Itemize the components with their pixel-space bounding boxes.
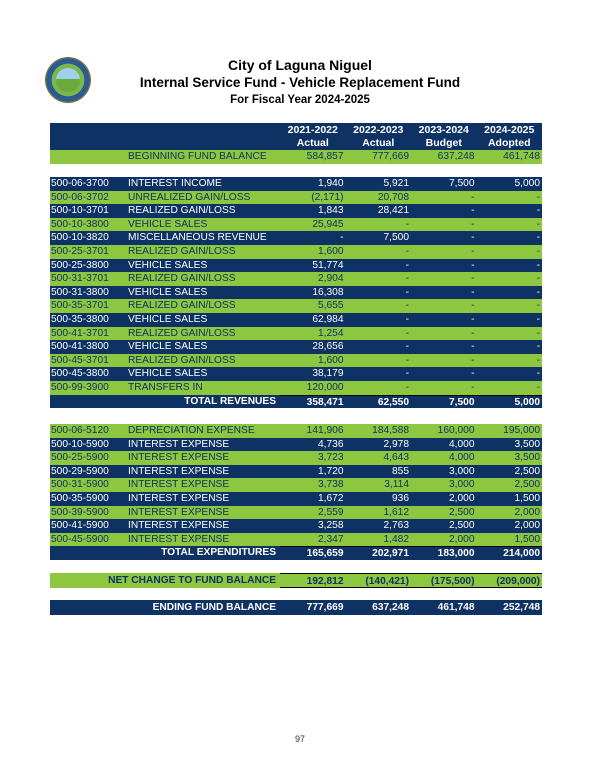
amount-cell: -: [536, 354, 540, 366]
total-revenues-row: [50, 395, 542, 409]
account-code: 500-25-3701: [51, 245, 109, 257]
amount-cell: -: [536, 381, 540, 393]
amount-cell: -: [471, 381, 475, 393]
amount-cell: 2,500: [449, 506, 475, 518]
amount-cell: 2,000: [449, 533, 475, 545]
table-row: [50, 191, 542, 205]
amount-cell: -: [471, 327, 475, 339]
amount-cell: -: [405, 327, 409, 339]
amount-cell: 2,500: [514, 465, 540, 477]
amount-cell: 3,500: [514, 452, 540, 464]
amount-cell: -: [536, 232, 540, 244]
table-row: [50, 381, 542, 395]
account-code: 500-35-5900: [51, 492, 109, 504]
table-row: [50, 367, 542, 381]
amount-cell: 2,000: [514, 520, 540, 532]
account-description: REALIZED GAIN/LOSS: [128, 300, 236, 312]
amount-cell: 1,254: [318, 327, 344, 339]
col-header: 2021-2022 Actual: [287, 123, 338, 149]
amount-cell: 3,000: [449, 479, 475, 491]
account-description: INTEREST EXPENSE: [128, 520, 230, 532]
table-row: [50, 506, 542, 520]
amount-cell: 1,672: [318, 492, 344, 504]
amount-cell: -: [536, 205, 540, 217]
account-code: 500-31-3800: [51, 286, 109, 298]
table-row: [50, 259, 542, 273]
table-row: [50, 204, 542, 218]
account-description: REALIZED GAIN/LOSS: [128, 273, 236, 285]
amount-cell: -: [471, 232, 475, 244]
fiscal-year: For Fiscal Year 2024-2025: [230, 94, 370, 106]
account-description: REALIZED GAIN/LOSS: [128, 327, 236, 339]
amount-cell: 2,904: [318, 273, 344, 285]
total-expenditures-row: [50, 546, 542, 560]
amount-cell: 4,736: [318, 438, 344, 450]
amount-cell: 120,000: [306, 381, 344, 393]
page-title: City of Laguna Niguel: [228, 57, 372, 73]
net-change-row: NET CHANGE TO FUND BALANCE 192,812 (140,421) (175,500) (209,000): [50, 573, 542, 588]
amount-cell: -: [340, 232, 344, 244]
amount-cell: -: [536, 286, 540, 298]
account-description: INTEREST EXPENSE: [128, 465, 230, 477]
amount-cell: -: [471, 205, 475, 217]
amount-cell: 2,500: [514, 479, 540, 491]
amount-cell: -: [536, 341, 540, 353]
amount-cell: -: [471, 273, 475, 285]
table-row: [50, 438, 542, 452]
table-row: [50, 327, 542, 341]
account-description: VEHICLE SALES: [128, 218, 208, 230]
amount-cell: -: [536, 245, 540, 257]
amount-cell: 2,763: [383, 520, 409, 532]
amount-cell: 5,921: [383, 178, 409, 189]
amount-cell: 3,258: [318, 520, 344, 532]
table-row: [50, 218, 542, 232]
account-description: INTEREST EXPENSE: [128, 533, 230, 545]
amount-cell: 1,843: [318, 205, 344, 217]
account-description: REALIZED GAIN/LOSS: [128, 245, 236, 257]
amount-cell: -: [536, 300, 540, 312]
account-code: 500-99-3900: [51, 381, 109, 393]
total-amount: 214,000: [477, 546, 543, 560]
table-row: [50, 299, 542, 313]
amount-cell: 3,723: [318, 452, 344, 464]
amount-cell: 3,738: [318, 479, 344, 491]
amount-cell: 7,500: [383, 232, 409, 244]
amount-cell: -: [471, 368, 475, 380]
account-description: INTEREST INCOME: [128, 178, 222, 189]
table-row: [50, 492, 542, 506]
amount-cell: 3,000: [449, 465, 475, 477]
table-row: [50, 286, 542, 300]
amount-cell: 38,179: [312, 368, 344, 380]
account-code: 500-41-3701: [51, 327, 109, 339]
account-code: 500-35-3701: [51, 300, 109, 312]
amount-cell: 1,612: [383, 506, 409, 518]
fund-title: Internal Service Fund - Vehicle Replacement Fund: [139, 75, 461, 90]
amount-cell: -: [405, 273, 409, 285]
total-label: TOTAL REVENUES: [184, 395, 276, 407]
amount-cell: -: [471, 218, 475, 230]
amount-cell: -: [471, 300, 475, 312]
account-description: VEHICLE SALES: [128, 341, 208, 353]
account-code: 500-10-3800: [51, 218, 109, 230]
account-description: VEHICLE SALES: [128, 286, 208, 298]
account-description: TRANSFERS IN: [128, 381, 203, 393]
account-description: VEHICLE SALES: [128, 259, 208, 271]
amount-cell: 2,000: [449, 492, 475, 504]
amount-cell: -: [536, 368, 540, 380]
ending-section: [50, 600, 542, 615]
table-row: [50, 231, 542, 245]
amount-cell: 184,588: [372, 425, 409, 436]
account-code: 500-10-5900: [51, 438, 109, 450]
account-code: 500-25-5900: [51, 452, 109, 464]
table-row: [50, 424, 542, 438]
amount-cell: 141,906: [306, 425, 344, 436]
amount-cell: 7,500: [449, 178, 475, 189]
amount-cell: 936: [392, 492, 409, 504]
account-code: 500-31-5900: [51, 479, 109, 491]
amount-cell: 1,720: [318, 465, 344, 477]
amount-cell: 4,643: [383, 452, 409, 464]
table-row: [50, 245, 542, 259]
amount-cell: 2,347: [318, 533, 344, 545]
account-code: 500-25-3800: [51, 259, 109, 271]
account-code: 500-10-3820: [51, 232, 109, 244]
amount-cell: -: [471, 354, 475, 366]
amount-cell: 28,421: [377, 205, 409, 217]
page-number: 97: [294, 734, 305, 744]
account-description: REALIZED GAIN/LOSS: [128, 354, 236, 366]
amount-cell: 3,114: [384, 479, 409, 491]
amount-cell: -: [471, 259, 475, 271]
beginning-balance-row: BEGINNING FUND BALANCE 584,857 777,669 637,248 461,748: [50, 150, 542, 164]
account-code: 500-41-3800: [51, 341, 109, 353]
amount-cell: 20,708: [377, 191, 409, 203]
amount-cell: -: [405, 354, 409, 366]
account-code: 500-06-3702: [51, 191, 109, 203]
amount-cell: 160,000: [437, 425, 475, 436]
amount-cell: -: [471, 313, 475, 325]
account-description: INTEREST EXPENSE: [128, 492, 230, 504]
amount-cell: 2,978: [383, 438, 409, 450]
amount-cell: -: [536, 273, 540, 285]
amount-cell: -: [405, 259, 409, 271]
amount-cell: -: [471, 286, 475, 298]
amount-cell: 1,500: [514, 492, 540, 504]
account-code: 500-35-3800: [51, 313, 109, 325]
account-code: 500-31-3701: [51, 273, 109, 285]
amount-cell: -: [405, 218, 409, 230]
amount-cell: (2,171): [311, 191, 344, 203]
table-row: [50, 272, 542, 286]
amount-cell: 1,600: [318, 354, 344, 366]
amount-cell: 2,559: [318, 506, 344, 518]
amount-cell: -: [405, 368, 409, 380]
amount-cell: 2,500: [449, 520, 475, 532]
amount-cell: 1,940: [318, 178, 344, 189]
account-description: VEHICLE SALES: [128, 313, 208, 325]
total-label: TOTAL EXPENDITURES: [161, 547, 276, 559]
table-row: [50, 478, 542, 492]
table-row: [50, 533, 542, 547]
table-row: [50, 313, 542, 327]
amount-cell: 4,000: [449, 438, 475, 450]
amount-cell: 2,000: [514, 506, 540, 518]
amount-cell: 28,656: [312, 341, 344, 353]
amount-cell: -: [405, 341, 409, 353]
amount-cell: -: [536, 259, 540, 271]
account-code: 500-41-5900: [51, 520, 109, 532]
amount-cell: 195,000: [503, 425, 540, 436]
account-code: 500-06-3700: [51, 178, 109, 189]
table-header: [50, 123, 542, 164]
account-code: 500-10-3701: [51, 205, 109, 217]
account-description: REALIZED GAIN/LOSS: [128, 205, 236, 217]
amount-cell: -: [471, 245, 475, 257]
account-description: DEPRECIATION EXPENSE: [128, 425, 255, 436]
account-description: MISCELLANEOUS REVENUE: [128, 232, 267, 244]
account-description: UNREALIZED GAIN/LOSS: [128, 191, 251, 203]
table-row: [50, 451, 542, 465]
amount-cell: 25,945: [312, 218, 344, 230]
amount-cell: -: [471, 191, 475, 203]
amount-cell: 1,500: [514, 533, 540, 545]
col-header: 2022-2023 Actual: [353, 123, 404, 149]
page-header: [0, 56, 600, 108]
total-amount: 165,659: [280, 546, 346, 560]
account-code: 500-45-3800: [51, 368, 109, 380]
table-row: [50, 519, 542, 533]
net-change-section: [50, 573, 542, 588]
amount-cell: 51,774: [312, 259, 344, 271]
column-headers: [50, 123, 542, 150]
account-description: INTEREST EXPENSE: [128, 438, 230, 450]
amount-cell: -: [405, 245, 409, 257]
amount-cell: -: [405, 313, 409, 325]
account-code: 500-39-5900: [51, 506, 109, 518]
amount-cell: 3,500: [514, 438, 540, 450]
amount-cell: -: [405, 381, 409, 393]
amount-cell: -: [536, 313, 540, 325]
total-amount: 62,550: [346, 395, 412, 409]
ending-balance-row: ENDING FUND BALANCE 777,669 637,248 461,748 252,748: [50, 600, 542, 615]
amount-cell: 62,984: [312, 313, 344, 325]
total-amount: 202,971: [346, 546, 412, 560]
amount-cell: 5,000: [514, 178, 540, 189]
amount-cell: 1,600: [318, 245, 344, 257]
total-amount: 5,000: [477, 395, 543, 409]
amount-cell: -: [536, 218, 540, 230]
amount-cell: -: [471, 341, 475, 353]
col-header: 2024-2025 Adopted: [484, 123, 535, 149]
amount-cell: 5,655: [318, 300, 344, 312]
amount-cell: 855: [392, 465, 409, 477]
amount-cell: 4,000: [449, 452, 475, 464]
total-amount: 358,471: [280, 395, 346, 409]
account-description: VEHICLE SALES: [128, 368, 208, 380]
amount-cell: -: [405, 286, 409, 298]
account-code: 500-45-3701: [51, 354, 109, 366]
table-row: [50, 177, 542, 191]
account-description: INTEREST EXPENSE: [128, 479, 230, 491]
amount-cell: -: [405, 300, 409, 312]
revenues-section: [50, 177, 542, 408]
amount-cell: -: [536, 191, 540, 203]
amount-cell: -: [536, 327, 540, 339]
account-code: 500-06-5120: [51, 425, 109, 436]
account-description: INTEREST EXPENSE: [128, 506, 230, 518]
account-code: 500-29-5900: [51, 465, 109, 477]
amount-cell: 1,482: [383, 533, 409, 545]
account-code: 500-45-5900: [51, 533, 109, 545]
total-amount: 7,500: [411, 395, 477, 409]
table-row: [50, 354, 542, 368]
table-row: [50, 465, 542, 479]
expenditures-section: [50, 424, 542, 560]
total-amount: 183,000: [411, 546, 477, 560]
amount-cell: 16,308: [312, 286, 344, 298]
table-row: [50, 340, 542, 354]
account-description: INTEREST EXPENSE: [128, 452, 230, 464]
col-header: 2023-2024 Budget: [418, 123, 469, 149]
